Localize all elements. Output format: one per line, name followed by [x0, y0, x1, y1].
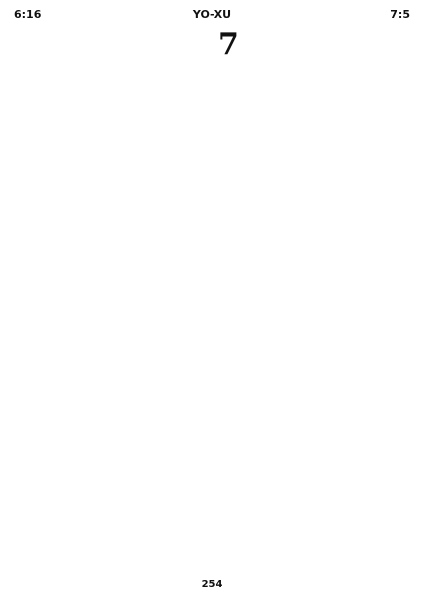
left-column	[14, 28, 206, 574]
chapter-number: 7	[218, 28, 239, 62]
header-book-title: YO-XU	[192, 8, 232, 21]
page-number: 254	[201, 579, 223, 590]
text-columns	[14, 28, 410, 574]
header-end-reference: 7:5	[390, 8, 410, 21]
header-start-reference: 6:16	[14, 8, 42, 21]
running-header	[14, 8, 410, 24]
right-column	[218, 28, 410, 574]
